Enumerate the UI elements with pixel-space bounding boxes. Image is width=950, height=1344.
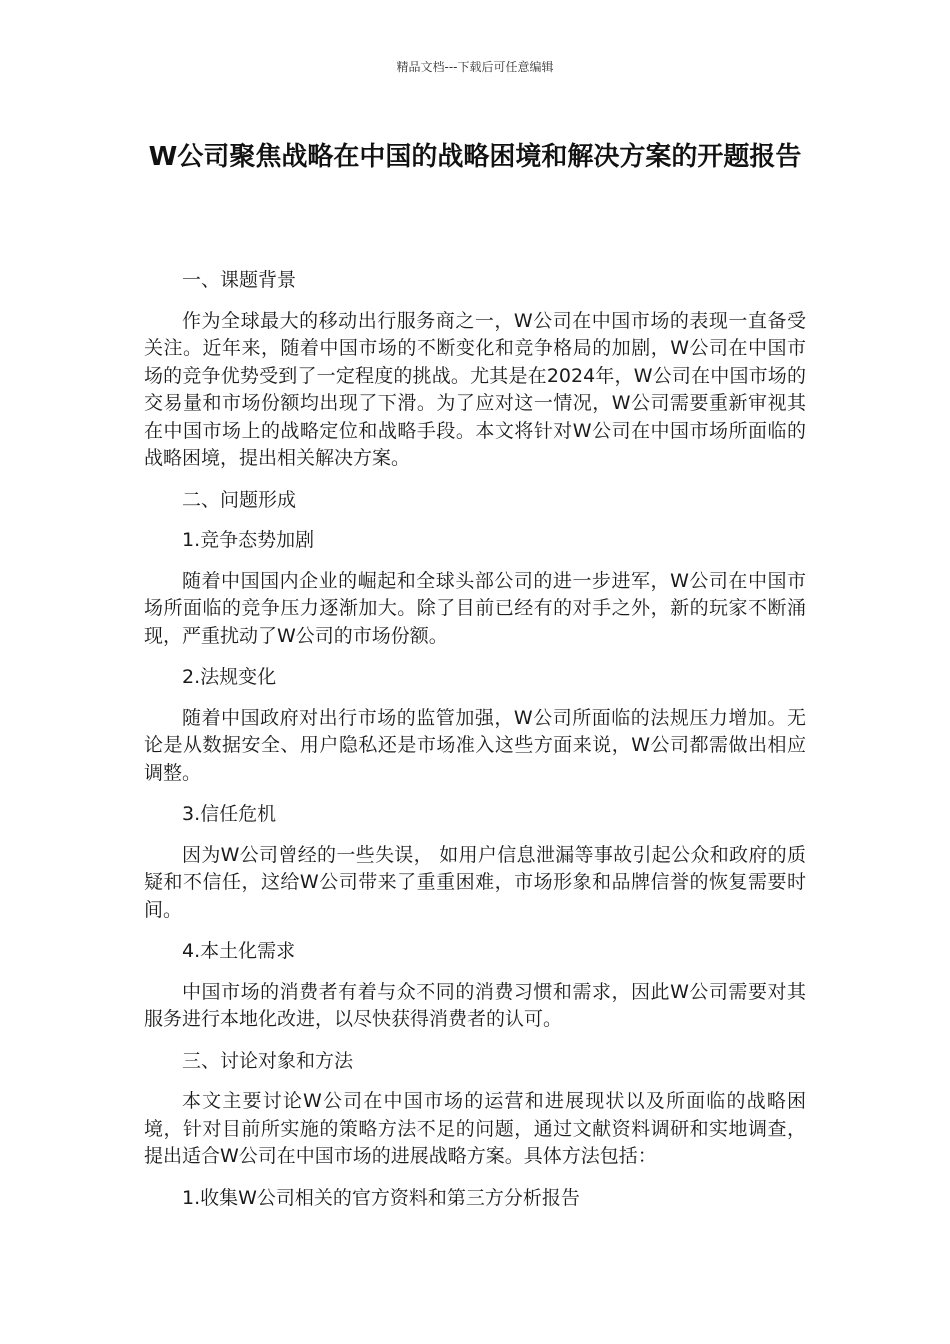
paragraph-trust: 因为W公司曾经的一些失误， 如用户信息泄漏等事故引起公众和政府的质疑和不信任，这给W公司带来了重重困难，市场形象和品牌信誉的恢复需要时间。: [144, 843, 806, 921]
paragraph-background: 作为全球最大的移动出行服务商之一，W公司在中国市场的表现一直备受关注。近年来，随着中国市场的不断变化和竞争格局的加剧，W公司在中国市场的竞争优势受到了一定程度的挑战。尤其是在2024年，W公司在中国市场的交易量和市场份额均出现了下滑。为了应对这一情况，W公司需要重新审视其在中国市场上的战略定位和战略手段。本文将针对W公司在中国市场所面临的战略困境，提出相关解决方案。: [144, 309, 806, 469]
subheading-regulation: 2.法规变化: [182, 666, 277, 688]
section-heading-methods: 三、讨论对象和方法: [182, 1049, 354, 1072]
header-note: 精品文档---下载后可任意编辑: [396, 60, 554, 74]
paragraph-methods: 本文主要讨论W公司在中国市场的运营和进展现状以及所面临的战略困境，针对目前所实施的策略方法不足的问题，通过文献资料调研和实地调查，提出适合W公司在中国市场的进展战略方案。具体方法包括：: [144, 1090, 806, 1167]
subheading-localization: 4.本土化需求: [182, 940, 296, 962]
subheading-competition: 1.竞争态势加剧: [182, 529, 315, 551]
section-heading-problems: 二、问题形成: [182, 488, 297, 511]
paragraph-localization: 中国市场的消费者有着与众不同的消费习惯和需求，因此W公司需要对其服务进行本地化改进，以尽快获得消费者的认可。: [144, 980, 806, 1030]
subheading-trust: 3.信任危机: [182, 803, 277, 825]
document-title: W公司聚焦战略在中国的战略困境和解决方案的开题报告: [148, 142, 802, 172]
section-heading-background: 一、课题背景: [182, 269, 297, 291]
paragraph-regulation: 随着中国政府对出行市场的监管加强，W公司所面临的法规压力增加。无论是从数据安全、用户隐私还是市场准入这些方面来说，W公司都需做出相应调整。: [144, 706, 806, 784]
document-body: [144, 267, 806, 1225]
paragraph-competition: 随着中国国内企业的崛起和全球头部公司的进一步进军，W公司在中国市场所面临的竞争压力逐渐加大。除了目前已经有的对手之外，新的玩家不断涌现，严重扰动了W公司的市场份额。: [144, 569, 806, 647]
list-item-method-1: 1.收集W公司相关的官方资料和第三方分析报告: [182, 1186, 580, 1209]
